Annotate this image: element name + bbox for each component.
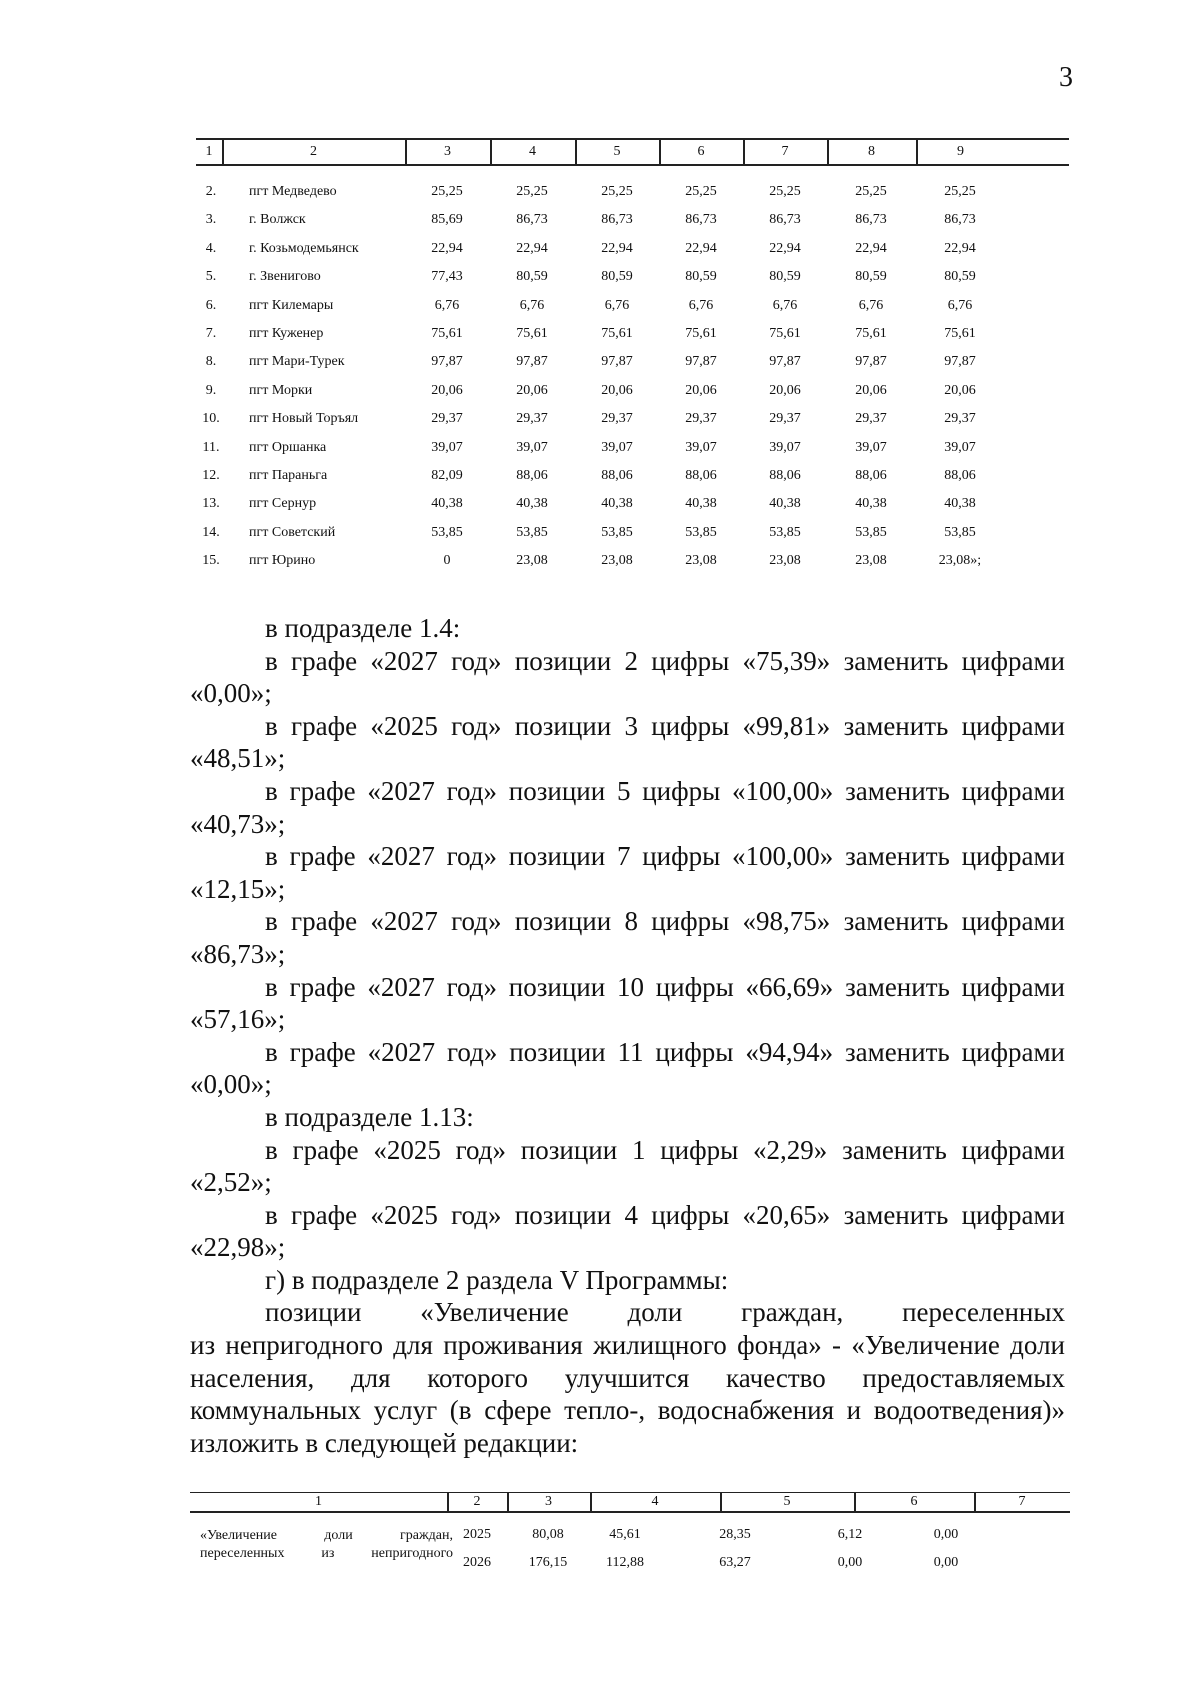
municipality-name: пгт Куженер: [249, 325, 324, 341]
value-cell: 85,69: [431, 212, 463, 228]
value-cell: 77,43: [431, 269, 463, 285]
table-row: [196, 490, 1069, 518]
value-cell: 97,87: [431, 354, 463, 370]
table-row: [196, 405, 1069, 433]
row-number: 9.: [205, 382, 217, 398]
value-cell: 39,07: [944, 439, 976, 455]
municipality-name: пгт Медведево: [249, 184, 337, 199]
replacement-item: в графе «2027 год» позиции 5 цифры «100,00» заменить цифрами «40,73»;: [190, 775, 1065, 839]
value-cell: 20,06: [855, 382, 887, 398]
value-cell: 0,00: [933, 1555, 959, 1570]
value-cell: 23,08»;: [938, 553, 982, 569]
value-cell: 39,07: [601, 439, 633, 455]
value-cell: 88,06: [769, 467, 801, 483]
row-number: 2.: [205, 184, 217, 199]
value-cell: 97,87: [516, 354, 548, 370]
value-cell: 6,76: [947, 297, 973, 313]
value-cell: 53,85: [431, 524, 463, 540]
municipality-name: пгт Сернур: [249, 496, 317, 512]
positions-paragraph: из непригодного для проживания жилищного фонда» - «Увеличение доли населения, для которого улучшится качество предоставляемых коммунальных услуг (в сфере тепло-, водоснабжения и водоотведения)» изложить в следующей редакции:: [190, 1330, 1065, 1458]
subsection-heading: в подразделе 1.13:: [265, 1101, 474, 1132]
year-cell: 2025: [463, 1527, 491, 1542]
header-cell: 1: [205, 144, 213, 159]
header-cell: 6: [910, 1494, 918, 1509]
value-cell: 6,12: [837, 1527, 863, 1542]
value-cell: 88,06: [855, 467, 887, 483]
value-cell: 97,87: [769, 354, 801, 370]
value-cell: 39,07: [855, 439, 887, 455]
value-cell: 29,37: [944, 411, 976, 427]
value-cell: 97,87: [685, 354, 717, 370]
positions-line: позиции «Увеличение доли граждан, переселенных: [265, 1297, 1065, 1328]
value-cell: 88,06: [944, 467, 976, 483]
value-cell: 22,94: [944, 240, 976, 256]
value-cell: 20,06: [431, 382, 463, 398]
municipality-name: пгт Морки: [249, 382, 313, 398]
header-cell: 5: [613, 144, 621, 159]
value-cell: 28,35: [719, 1527, 751, 1542]
value-cell: 80,59: [516, 269, 548, 285]
table-row: [196, 206, 1069, 234]
value-cell: 40,38: [685, 496, 717, 512]
value-cell: 25,25: [601, 184, 633, 199]
row-number: 7.: [205, 325, 217, 341]
value-cell: 6,76: [604, 297, 630, 313]
value-cell: 53,85: [944, 524, 976, 540]
value-cell: 22,94: [601, 240, 633, 256]
value-cell: 0,00: [837, 1555, 863, 1570]
table-row: [196, 178, 1069, 206]
value-cell: 75,61: [601, 325, 633, 341]
value-cell: 25,25: [855, 184, 887, 199]
value-cell: 29,37: [769, 411, 801, 427]
value-cell: 80,59: [855, 269, 887, 285]
value-cell: 20,06: [944, 382, 976, 398]
header-cell: 2: [473, 1494, 481, 1509]
value-cell: 176,15: [528, 1555, 568, 1570]
value-cell: 80,59: [601, 269, 633, 285]
value-cell: 80,59: [944, 269, 976, 285]
replacement-item: в графе «2025 год» позиции 4 цифры «20,65» заменить цифрами «22,98»;: [190, 1199, 1065, 1263]
value-cell: 20,06: [601, 382, 633, 398]
header-cell: 2: [310, 144, 317, 159]
header-cell: 4: [529, 144, 536, 159]
header-cell: 5: [783, 1494, 791, 1509]
row-number: 11.: [202, 439, 220, 455]
value-cell: 39,07: [769, 439, 801, 455]
value-cell: 25,25: [944, 184, 976, 199]
value-cell: 22,94: [855, 240, 887, 256]
header-cell: 9: [957, 144, 964, 159]
indicator-description: «Увеличение доли граждан, переселенных из непригодного: [200, 1528, 453, 1561]
value-cell: 86,73: [516, 212, 548, 228]
municipality-name: пгт Мари-Турек: [249, 354, 345, 370]
table-row: [196, 348, 1069, 376]
value-cell: 29,37: [601, 411, 633, 427]
value-cell: 22,94: [769, 240, 801, 256]
value-cell: 20,06: [685, 382, 717, 398]
table-row: [196, 235, 1069, 263]
value-cell: 75,61: [685, 325, 717, 341]
value-cell: 22,94: [685, 240, 717, 256]
value-cell: 53,85: [769, 524, 801, 540]
value-cell: 39,07: [431, 439, 463, 455]
table-row: [196, 547, 1069, 575]
value-cell: 97,87: [601, 354, 633, 370]
value-cell: 29,37: [685, 411, 717, 427]
value-cell: 23,08: [685, 553, 717, 569]
header-cell: 3: [444, 144, 451, 159]
row-number: 13.: [202, 496, 220, 512]
value-cell: 29,37: [431, 411, 463, 427]
table-header: [190, 1492, 1070, 1513]
value-cell: 75,61: [516, 325, 548, 341]
value-cell: 6,76: [688, 297, 714, 313]
value-cell: 88,06: [516, 467, 548, 483]
replacement-item: в графе «2025 год» позиции 1 цифры «2,29» заменить цифрами «2,52»;: [190, 1134, 1065, 1198]
row-number: 5.: [205, 269, 217, 285]
table-row: [196, 519, 1069, 547]
row-number: 10.: [202, 411, 220, 427]
municipality-name: пгт Килемары: [249, 297, 334, 313]
value-cell: 20,06: [769, 382, 801, 398]
table-row: [196, 377, 1069, 405]
header-cell: 4: [651, 1494, 659, 1509]
value-cell: 86,73: [769, 212, 801, 228]
value-cell: 45,61: [609, 1527, 641, 1542]
value-cell: 23,08: [769, 553, 801, 569]
value-cell: 80,59: [685, 269, 717, 285]
value-cell: 40,38: [944, 496, 976, 512]
header-cell: 7: [781, 144, 789, 159]
header-cell: 7: [1018, 1494, 1026, 1509]
row-number: 8.: [205, 354, 217, 370]
value-cell: 40,38: [769, 496, 801, 512]
row-number: 6.: [205, 297, 217, 313]
table-row: [196, 292, 1069, 320]
row-number: 4.: [205, 240, 217, 256]
item-g-paragraph: г) в подразделе 2 раздела V Программы:: [265, 1264, 729, 1295]
value-cell: 6,76: [772, 297, 798, 313]
municipality-name: пгт Советский: [249, 524, 336, 540]
header-cell: 3: [545, 1494, 552, 1509]
value-cell: 75,61: [855, 325, 887, 341]
value-cell: 39,07: [516, 439, 548, 455]
value-cell: 86,73: [855, 212, 887, 228]
value-cell: 25,25: [769, 184, 801, 199]
year-cell: 2026: [463, 1555, 491, 1570]
municipality-name: пгт Новый Торъял: [249, 411, 359, 427]
table-row: [196, 434, 1069, 462]
value-cell: 75,61: [431, 325, 463, 341]
value-cell: 88,06: [685, 467, 717, 483]
table-row: [196, 263, 1069, 291]
value-cell: 25,25: [685, 184, 717, 199]
replacement-item: в графе «2027 год» позиции 7 цифры «100,00» заменить цифрами «12,15»;: [190, 841, 1065, 904]
municipality-name: пгт Параньга: [249, 467, 328, 483]
value-cell: 20,06: [516, 382, 548, 398]
replacement-item: в графе «2027 год» позиции 2 цифры «75,39» заменить цифрами «0,00»;: [190, 645, 1065, 709]
value-cell: 23,08: [601, 553, 633, 569]
subsection-heading: в подразделе 1.4:: [265, 613, 461, 643]
table-row: [190, 1527, 1070, 1547]
value-cell: 80,08: [532, 1527, 564, 1542]
value-cell: 53,85: [601, 524, 633, 540]
value-cell: 29,37: [516, 411, 548, 427]
row-number: 3.: [205, 212, 217, 228]
value-cell: 23,08: [855, 553, 887, 569]
value-cell: 63,27: [719, 1555, 751, 1570]
value-cell: 53,85: [855, 524, 887, 540]
value-cell: 86,73: [685, 212, 717, 228]
municipality-name: пгт Оршанка: [249, 439, 327, 455]
table-body: [196, 178, 1069, 575]
value-cell: 97,87: [944, 354, 976, 370]
page-number: 3: [1059, 62, 1073, 93]
replacement-item: в графе «2027 год» позиции 10 цифры «66,69» заменить цифрами «57,16»;: [190, 971, 1065, 1035]
value-cell: 22,94: [516, 240, 548, 256]
value-cell: 112,88: [606, 1555, 644, 1570]
value-cell: 40,38: [431, 496, 463, 512]
replacement-item: в графе «2025 год» позиции 3 цифры «99,81» заменить цифрами «48,51»;: [190, 710, 1065, 774]
value-cell: 75,61: [944, 325, 976, 341]
municipality-name: г. Волжск: [249, 212, 306, 228]
value-cell: 22,94: [431, 240, 463, 256]
table-row: [196, 320, 1069, 348]
table-header: [196, 138, 1069, 166]
value-cell: 40,38: [855, 496, 887, 512]
value-cell: 82,09: [431, 467, 463, 483]
value-cell: 23,08: [516, 553, 548, 569]
value-cell: 40,38: [601, 496, 633, 512]
indicator-table: [196, 138, 1069, 569]
value-cell: 86,73: [601, 212, 633, 228]
document-body: [190, 612, 1065, 1459]
header-cell: 6: [697, 144, 705, 159]
header-cell: 1: [315, 1494, 322, 1509]
value-cell: 53,85: [685, 524, 717, 540]
row-number: 15.: [202, 553, 220, 569]
value-cell: 86,73: [944, 212, 976, 228]
value-cell: 0: [443, 553, 451, 569]
value-cell: 6,76: [858, 297, 884, 313]
value-cell: 6,76: [434, 297, 460, 313]
value-cell: 25,25: [516, 184, 548, 199]
municipality-name: г. Звенигово: [249, 269, 321, 285]
replacement-item: в графе «2027 год» позиции 8 цифры «98,75» заменить цифрами «86,73»;: [190, 906, 1065, 969]
value-cell: 0,00: [933, 1527, 959, 1542]
value-cell: 29,37: [855, 411, 887, 427]
value-cell: 97,87: [855, 354, 887, 370]
value-cell: 88,06: [601, 467, 633, 483]
municipality-name: г. Козьмодемьянск: [249, 240, 359, 256]
municipality-name: пгт Юрино: [249, 553, 316, 569]
table-row: [190, 1555, 1070, 1575]
row-number: 14.: [202, 524, 220, 540]
value-cell: 25,25: [431, 184, 463, 199]
replacement-item: в графе «2027 год» позиции 11 цифры «94,94» заменить цифрами «0,00»;: [190, 1036, 1065, 1100]
header-cell: 8: [868, 144, 875, 159]
value-cell: 6,76: [519, 297, 545, 313]
value-cell: 53,85: [516, 524, 548, 540]
indicator-table-2: [190, 1492, 1070, 1570]
value-cell: 75,61: [769, 325, 801, 341]
table-row: [196, 462, 1069, 490]
value-cell: 39,07: [685, 439, 717, 455]
value-cell: 40,38: [516, 496, 548, 512]
row-number: 12.: [202, 467, 220, 483]
value-cell: 80,59: [769, 269, 801, 285]
